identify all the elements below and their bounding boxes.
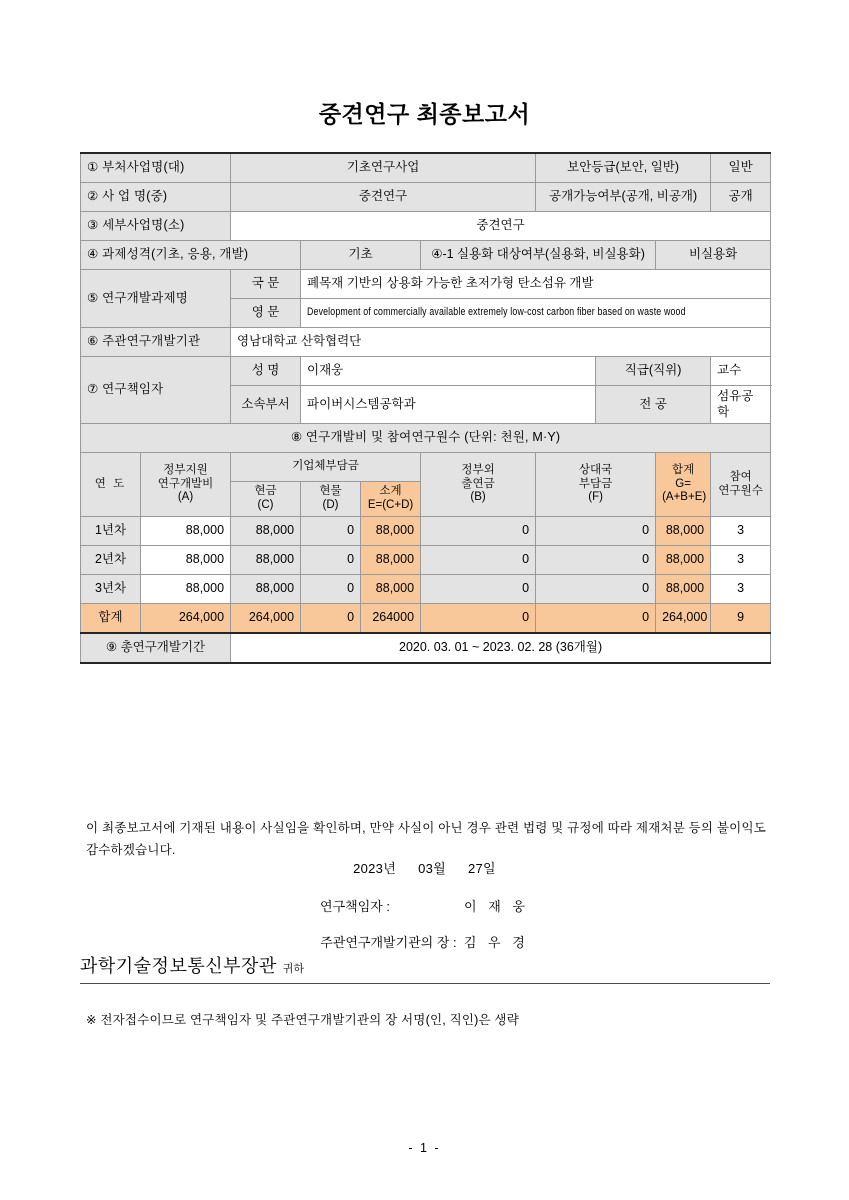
budget-section-title: ⑧ 연구개발비 및 참여연구원수 (단위: 천원, M·Y) [81,424,771,453]
budget-cell-partner: 0 [536,603,656,633]
value-project-type: 기초 [301,241,421,270]
page-number: - 1 - [408,1141,441,1155]
value-pi-major: 섬유공학 [711,386,771,424]
budget-header-partner-l3: (F) [588,491,603,504]
label-disclosure: 공개가능여부(공개, 비공개) [536,183,711,212]
budget-cell-subtotal: 88,000 [361,545,421,574]
label-host-institution: ⑥ 주관연구개발기관 [81,328,231,357]
value-pi-name: 이재웅 [301,357,596,386]
budget-header-inkind-l2: (D) [322,499,339,512]
label-principal-investigator: ⑦ 연구책임자 [81,357,231,424]
budget-cell-inkind: 0 [301,516,361,545]
budget-header-partner [536,453,656,517]
budget-row-year3 [81,574,771,603]
label-ministry-program: ① 부처사업명(대) [81,153,231,183]
budget-header-gov-fund-l2: 연구개발비 [157,477,214,490]
signature-day: 27일 [467,861,496,876]
budget-header-nongov-l1: 정부외 [461,463,495,476]
table-row-budget-section-title [81,424,771,453]
page-title: 중견연구 최종보고서 [318,101,531,127]
label-commercialization: ④-1 실용화 대상여부(실용화, 비실용화) [421,241,656,270]
budget-header-gov-fund [141,453,231,517]
budget-header-partner-l1: 상대국 [578,463,613,476]
budget-cell-year: 3년차 [81,574,141,603]
budget-cell-partner: 0 [536,545,656,574]
budget-header-partner-l2: 부담금 [578,477,613,490]
budget-cell-people: 3 [711,545,771,574]
table-row-project-type [81,241,771,270]
budget-header-nongov-l3: (B) [470,491,486,504]
signature-org-label: 주관연구개발기관의 장 : [320,935,457,950]
value-total-period: 2020. 03. 01 ~ 2023. 02. 28 (36개월) [231,633,771,663]
budget-header-gov-fund-l3: (A) [177,491,194,504]
value-title-korean: 폐목재 기반의 상용화 가능한 초저가형 탄소섬유 개발 [301,270,771,299]
table-row-total-period [81,633,771,663]
table-row-sub-program [81,212,771,241]
value-title-english-cell [301,299,771,328]
minister-name: 과학기술정보통신부장관 [80,956,277,976]
label-title-korean: 국 문 [231,270,301,299]
budget-header-year-label: 연 도 [94,477,127,490]
value-disclosure: 공개 [711,183,771,212]
budget-row-year2 [81,545,771,574]
budget-cell-inkind: 0 [301,603,361,633]
label-pi-department: 소속부서 [231,386,301,424]
label-pi-major: 전 공 [596,386,711,424]
budget-cell-inkind: 0 [301,545,361,574]
label-project-title: ⑤ 연구개발과제명 [81,270,231,328]
signature-org-name: 김 우 경 [463,935,529,950]
signature-month: 03월 [418,861,446,876]
budget-cell-people: 9 [711,603,771,633]
budget-cell-gov-fund: 264,000 [141,603,231,633]
value-security-grade: 일반 [711,153,771,183]
budget-header-total [656,453,711,517]
budget-header-year [81,453,141,517]
budget-cell-people: 3 [711,516,771,545]
confirmation-statement: 이 최종보고서에 기재된 내용이 사실임을 확인하며, 만약 사실이 아닌 경우 관련 법령 및 규정에 따라 제재처분 등의 불이익도 감수하겠습니다. [86,821,766,857]
budget-header-people-l1: 참여 [729,470,752,483]
label-pi-position: 직급(직위) [596,357,711,386]
budget-header-people-l2: 연구원수 [718,484,763,497]
budget-cell-total: 88,000 [656,545,711,574]
minister-addressee-row [80,952,770,984]
electronic-submission-note: ※ 전자접수이므로 연구책임자 및 주관연구개발기관의 장 서명(인, 직인)은 생략 [86,1013,519,1027]
signature-date [0,858,849,877]
value-pi-department: 파이버시스템공학과 [301,386,596,424]
budget-cell-cash: 88,000 [231,574,301,603]
budget-cell-gov-fund: 88,000 [141,516,231,545]
budget-row-total [81,603,771,633]
label-pi-name: 성 명 [231,357,301,386]
budget-cell-subtotal: 264000 [361,603,421,633]
budget-cell-gov-fund: 88,000 [141,545,231,574]
budget-header-cash [231,482,301,517]
budget-cell-subtotal: 88,000 [361,574,421,603]
budget-header-inkind [301,482,361,517]
budget-cell-partner: 0 [536,574,656,603]
table-row-host-institution [81,328,771,357]
budget-cell-people: 3 [711,574,771,603]
budget-cell-year: 합계 [81,603,141,633]
budget-header-total-l1: 합계 [671,463,695,476]
budget-cell-total: 264,000 [656,603,711,633]
signature-pi-label: 연구책임자 : [320,899,391,914]
budget-cell-total: 88,000 [656,574,711,603]
budget-cell-nongov: 0 [421,545,536,574]
budget-cell-cash: 88,000 [231,516,301,545]
budget-header-company-group: 기업체부담금 [231,453,421,482]
label-security-grade: 보안등급(보안, 일반) [536,153,711,183]
budget-cell-nongov: 0 [421,574,536,603]
label-program-name: ② 사 업 명(중) [81,183,231,212]
budget-cell-gov-fund: 88,000 [141,574,231,603]
budget-cell-partner: 0 [536,516,656,545]
value-sub-program: 중견연구 [231,212,771,241]
table-row-program-name [81,183,771,212]
budget-header-gov-fund-l1: 정부지원 [163,463,208,476]
budget-cell-total: 88,000 [656,516,711,545]
budget-cell-nongov: 0 [421,516,536,545]
signature-organization-head [0,932,849,951]
value-ministry-program: 기초연구사업 [231,153,536,183]
signature-pi-name: 이 재 웅 [464,899,529,914]
label-total-period: ⑨ 총연구개발기간 [81,633,231,663]
value-program-name: 중견연구 [231,183,536,212]
budget-cell-subtotal: 88,000 [361,516,421,545]
budget-cell-year: 1년차 [81,516,141,545]
value-host-institution: 영남대학교 산학협력단 [231,328,771,357]
budget-header-cash-l2: (C) [257,499,274,512]
budget-cell-cash: 264,000 [231,603,301,633]
budget-row-year1 [81,516,771,545]
value-commercialization: 비실용화 [656,241,771,270]
budget-header-subtotal [361,482,421,517]
budget-cell-cash: 88,000 [231,545,301,574]
value-pi-position: 교수 [711,357,771,386]
table-row-ministry-program [81,153,771,183]
table-row-pi-name [81,357,771,386]
budget-cell-year: 2년차 [81,545,141,574]
label-project-type: ④ 과제성격(기초, 응용, 개발) [81,241,301,270]
minister-suffix: 귀하 [282,963,305,975]
budget-header-total-l2: G=(A+B+E) [662,477,707,504]
signature-year: 2023년 [353,861,397,876]
report-info-table [80,152,771,664]
budget-cell-nongov: 0 [421,603,536,633]
budget-cell-inkind: 0 [301,574,361,603]
budget-header-row-1 [81,453,771,482]
budget-header-subtotal-l2: E=(C+D) [367,499,414,512]
budget-header-nongov [421,453,536,517]
budget-header-nongov-l2: 출연금 [461,477,495,490]
budget-header-inkind-l1: 현물 [319,485,342,498]
value-title-english: Development of commercially available extremely low-cost carbon fiber based on waste wood [307,306,686,319]
label-sub-program: ③ 세부사업명(소) [81,212,231,241]
signature-principal-investigator [0,896,849,915]
table-row-project-title-korean [81,270,771,299]
label-title-english: 영 문 [231,299,301,328]
budget-header-subtotal-l1: 소계 [379,485,402,498]
budget-header-cash-l1: 현금 [254,485,277,498]
budget-header-people [711,453,771,517]
